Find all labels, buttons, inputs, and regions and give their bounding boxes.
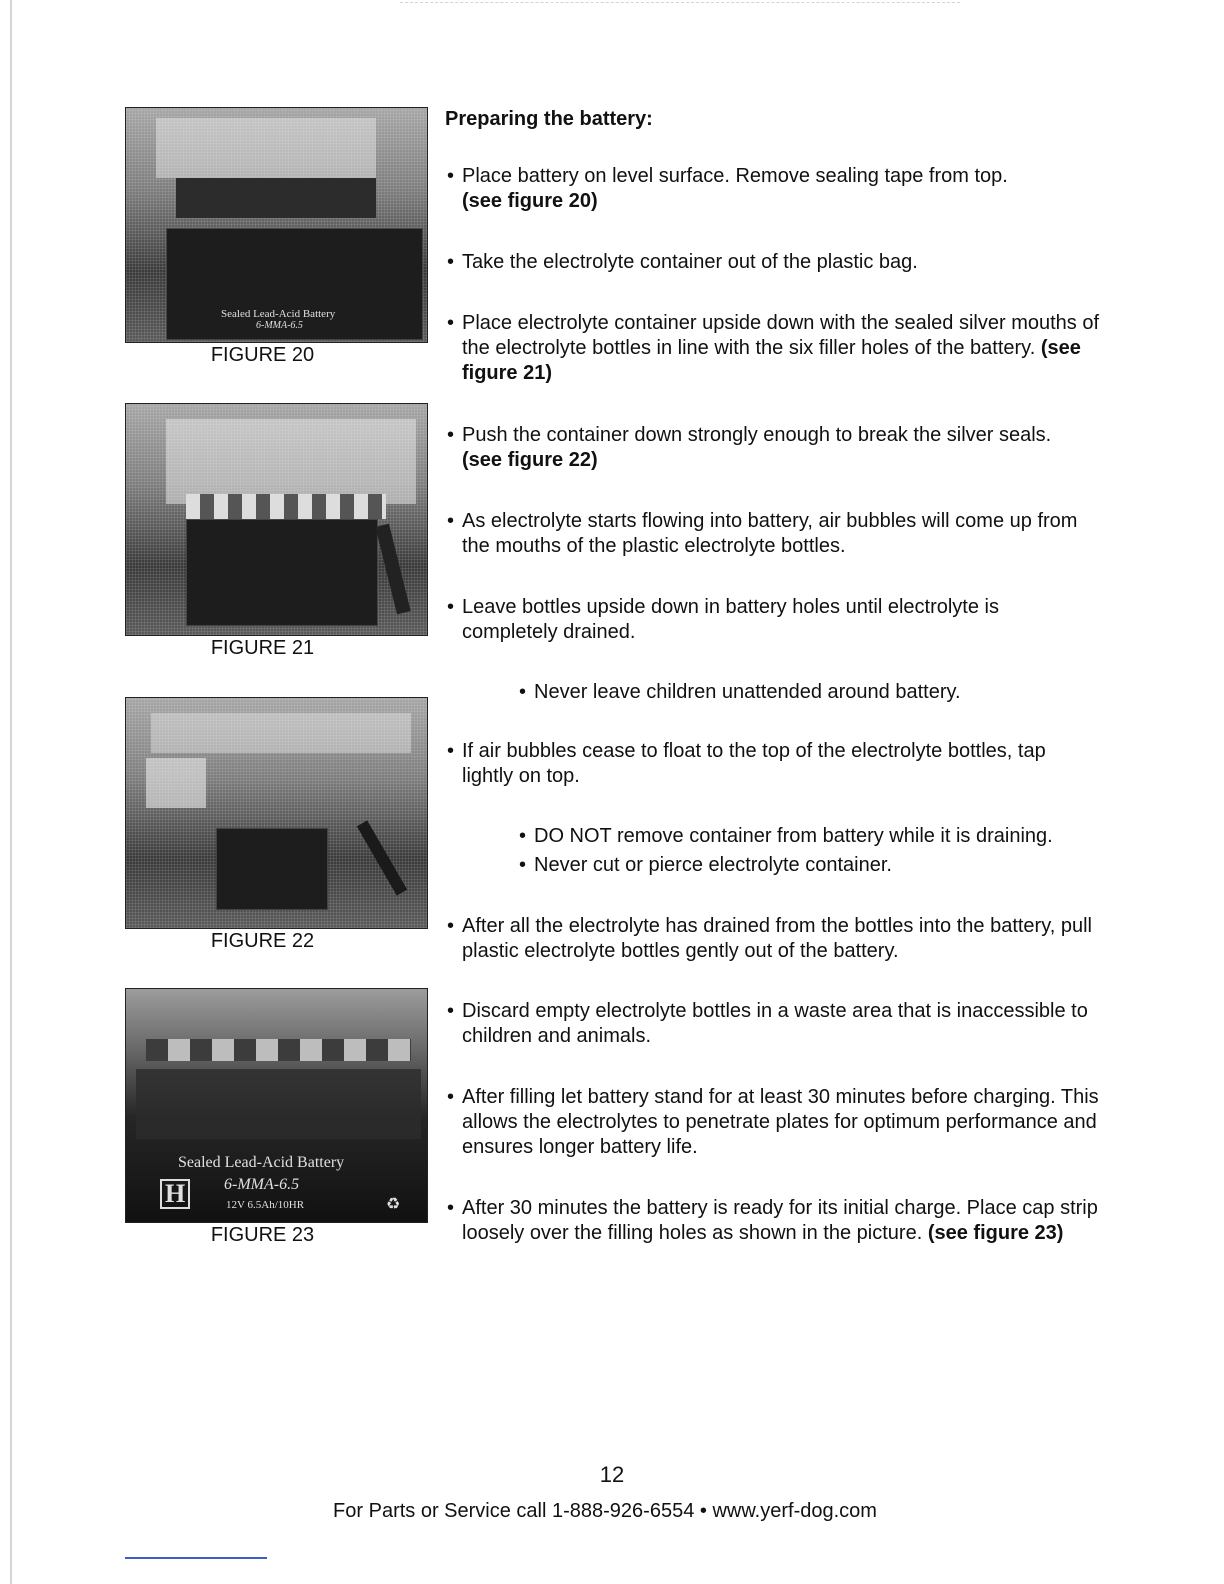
recycle-icon: ♻ <box>386 1196 401 1213</box>
bullet: • <box>447 312 455 334</box>
figure-reference: (see figure 22) <box>462 449 598 471</box>
footer-contact: For Parts or Service call 1-888-926-6554 • www.yerf-dog.com <box>333 1500 877 1522</box>
figure-21-caption: FIGURE 21 <box>210 637 315 659</box>
figure-22 <box>125 697 428 953</box>
page-number: 12 <box>599 1462 625 1487</box>
list-sub-item: • DO NOT remove container from battery while it is draining. <box>519 825 1053 847</box>
figure-20-caption: FIGURE 20 <box>210 344 315 366</box>
list-sub-item: • Never leave children unattended around battery. <box>519 681 961 703</box>
figure-reference: (see figure 21) <box>462 337 1081 384</box>
figure-20-label-line1: Sealed Lead-Acid Battery <box>221 308 336 320</box>
list-item: • Take the electrolyte container out of the plastic bag. <box>447 251 918 273</box>
figure-21 <box>125 403 428 660</box>
figure-23-label-line2: 6-MMA-6.5 <box>224 1176 300 1193</box>
list-item: • Push the container down strongly enough to break the silver seals. (see figure 22) <box>447 424 1052 471</box>
top-scan-line <box>400 2 960 3</box>
section-heading: Preparing the battery: <box>445 108 653 130</box>
page-edge-shadow <box>10 0 12 1584</box>
figure-21-photo <box>125 403 428 636</box>
figure-23-caption: FIGURE 23 <box>210 1224 315 1246</box>
list-item: • If air bubbles cease to float to the top of the electrolyte bottles, tap lightly on top. <box>447 740 1046 787</box>
bullet: • <box>447 251 455 273</box>
h-logo-icon: H <box>160 1179 190 1209</box>
figure-23 <box>125 988 428 1247</box>
figure-22-caption: FIGURE 22 <box>210 930 315 952</box>
list-item: • Place electrolyte container upside down with the sealed silver mouths of the electrolyte bottles in line with the six filler holes of the battery. (see figure 21) <box>447 312 1100 384</box>
list-item: • Discard empty electrolyte bottles in a waste area that is inaccessible to children and animals. <box>447 1000 1088 1047</box>
figure-20 <box>125 107 428 367</box>
bullet: • <box>447 165 455 187</box>
bullet: • <box>447 1000 455 1022</box>
bullet: • <box>519 681 527 703</box>
figure-20-photo <box>125 107 428 343</box>
list-item: • Place battery on level surface. Remove sealing tape from top. (see figure 20) <box>447 165 1008 212</box>
bullet: • <box>447 596 455 618</box>
scan-edge-mark <box>125 1557 267 1559</box>
list-item: • After filling let battery stand for at least 30 minutes before charging. This allows the electrolytes to penetrate plates for optimum performance and ensures longer battery life. <box>447 1086 1099 1158</box>
list-sub-item: • Never cut or pierce electrolyte container. <box>519 854 892 876</box>
figure-reference: (see figure 23) <box>927 1222 1064 1244</box>
figure-23-label-line1: Sealed Lead-Acid Battery <box>178 1154 345 1171</box>
list-item: • After all the electrolyte has drained from the bottles into the battery, pull plastic electrolyte bottles gently out of the battery. <box>447 915 1092 962</box>
bullet: • <box>519 854 527 876</box>
bullet: • <box>447 424 455 446</box>
bullet: • <box>447 740 455 762</box>
figure-23-label-line3: 12V 6.5Ah/10HR <box>226 1199 305 1211</box>
figure-reference: (see figure 20) <box>462 190 598 212</box>
figure-20-label-line2: 6-MMA-6.5 <box>256 320 303 331</box>
figure-23-photo <box>125 988 428 1223</box>
bullet: • <box>447 1086 455 1108</box>
list-item: • As electrolyte starts flowing into battery, air bubbles will come up from the mouths of the plastic electrolyte bottles. <box>447 510 1078 557</box>
bullet: • <box>519 825 527 847</box>
bullet: • <box>447 510 455 532</box>
bullet: • <box>447 915 455 937</box>
list-item: • After 30 minutes the battery is ready for its initial charge. Place cap strip loosely over the filling holes as shown in the picture. (see figure 23) <box>447 1197 1098 1244</box>
list-item: • Leave bottles upside down in battery holes until electrolyte is completely drained. <box>447 596 999 643</box>
figure-22-photo <box>125 697 428 929</box>
bullet: • <box>447 1197 455 1219</box>
